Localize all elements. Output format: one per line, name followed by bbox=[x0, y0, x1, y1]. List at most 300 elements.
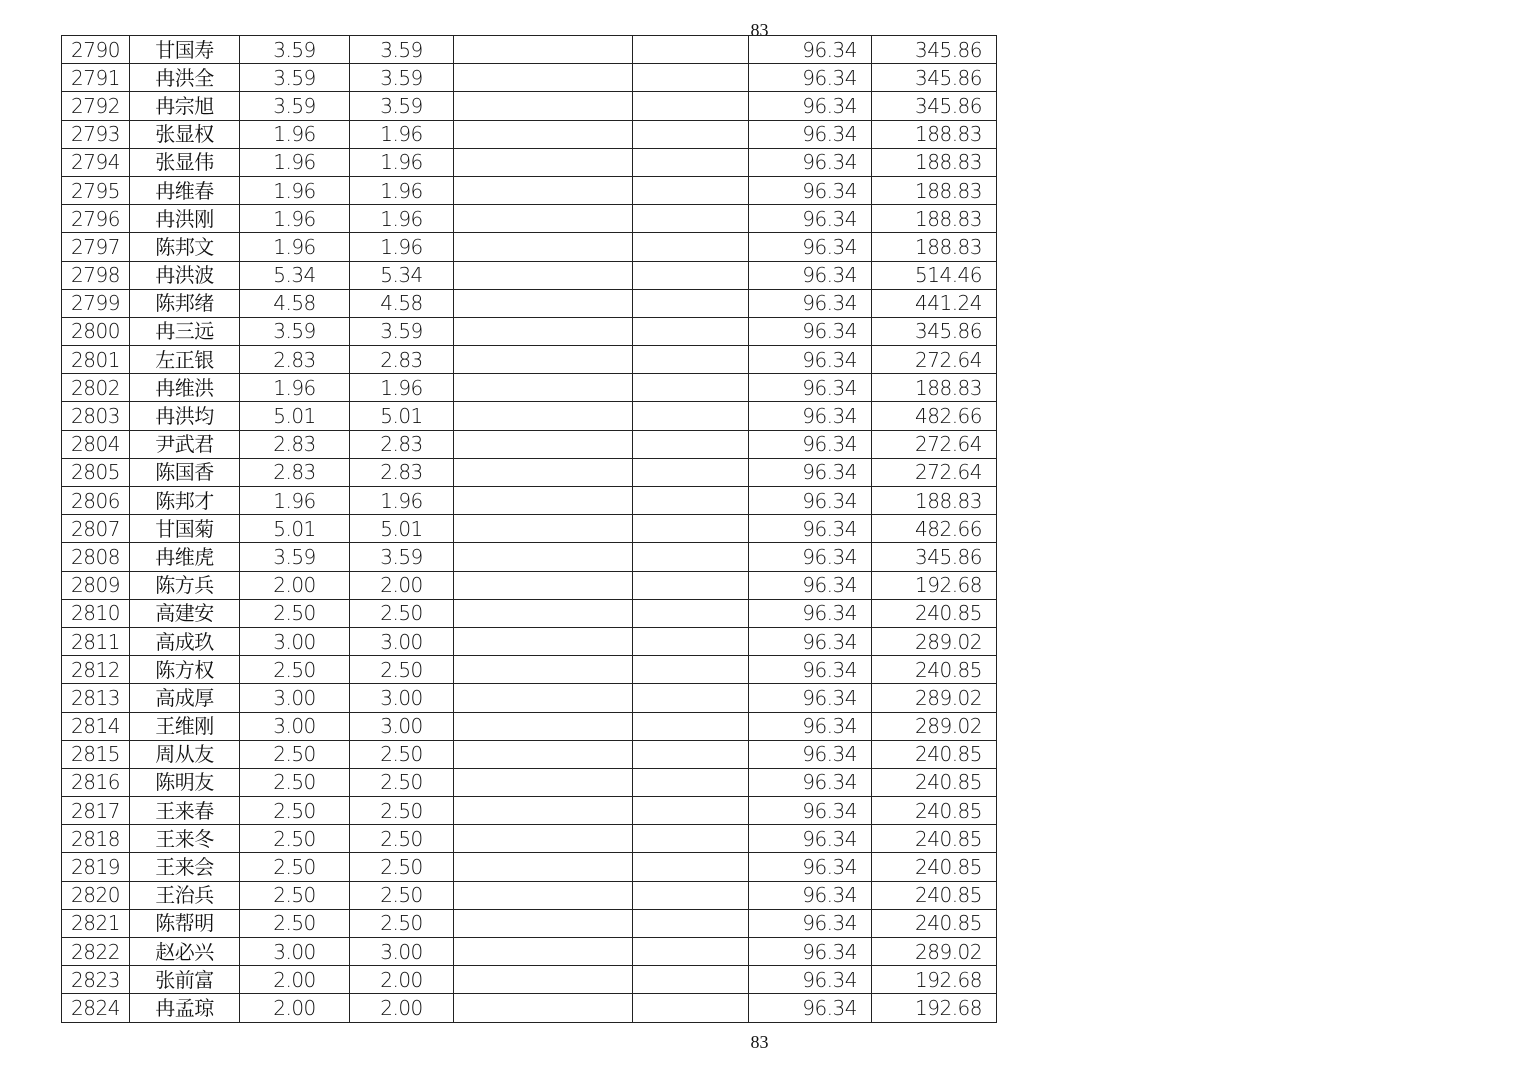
row-number-cell: 2805 bbox=[62, 458, 130, 486]
rate-cell: 96.34 bbox=[749, 768, 872, 796]
empty-cell-1 bbox=[454, 120, 633, 148]
amount-cell: 345.86 bbox=[872, 92, 997, 120]
area-confirmed-cell: 2.50 bbox=[350, 797, 454, 825]
area-confirmed-cell: 2.83 bbox=[350, 430, 454, 458]
row-number-cell: 2803 bbox=[62, 402, 130, 430]
name-cell: 冉宗旭 bbox=[130, 92, 240, 120]
name-cell: 高建安 bbox=[130, 599, 240, 627]
empty-cell-1 bbox=[454, 571, 633, 599]
row-number-cell: 2796 bbox=[62, 205, 130, 233]
area-confirmed-cell: 2.50 bbox=[350, 909, 454, 937]
empty-cell-1 bbox=[454, 881, 633, 909]
area-cell: 3.59 bbox=[240, 317, 350, 345]
empty-cell-2 bbox=[633, 205, 749, 233]
rate-cell: 96.34 bbox=[749, 64, 872, 92]
name-cell: 冉洪波 bbox=[130, 261, 240, 289]
name-cell: 高成厚 bbox=[130, 684, 240, 712]
area-confirmed-cell: 3.00 bbox=[350, 627, 454, 655]
area-cell: 5.01 bbox=[240, 515, 350, 543]
table-row bbox=[62, 881, 997, 909]
empty-cell-1 bbox=[454, 176, 633, 204]
table-row bbox=[62, 261, 997, 289]
rate-cell: 96.34 bbox=[749, 684, 872, 712]
name-cell: 陈邦文 bbox=[130, 233, 240, 261]
table-row bbox=[62, 909, 997, 937]
ledger-body bbox=[62, 36, 997, 1023]
rate-cell: 96.34 bbox=[749, 120, 872, 148]
empty-cell-1 bbox=[454, 92, 633, 120]
name-cell: 赵必兴 bbox=[130, 938, 240, 966]
area-confirmed-cell: 2.83 bbox=[350, 458, 454, 486]
empty-cell-2 bbox=[633, 402, 749, 430]
name-cell: 王治兵 bbox=[130, 881, 240, 909]
empty-cell-2 bbox=[633, 768, 749, 796]
empty-cell-1 bbox=[454, 458, 633, 486]
amount-cell: 240.85 bbox=[872, 909, 997, 937]
amount-cell: 272.64 bbox=[872, 458, 997, 486]
area-confirmed-cell: 2.50 bbox=[350, 740, 454, 768]
name-cell: 冉三远 bbox=[130, 317, 240, 345]
name-cell: 陈邦绪 bbox=[130, 289, 240, 317]
name-cell: 陈邦才 bbox=[130, 487, 240, 515]
rate-cell: 96.34 bbox=[749, 233, 872, 261]
area-confirmed-cell: 1.96 bbox=[350, 374, 454, 402]
area-cell: 1.96 bbox=[240, 176, 350, 204]
empty-cell-1 bbox=[454, 909, 633, 937]
area-confirmed-cell: 2.50 bbox=[350, 768, 454, 796]
rate-cell: 96.34 bbox=[749, 346, 872, 374]
table-row bbox=[62, 120, 997, 148]
rate-cell: 96.34 bbox=[749, 261, 872, 289]
empty-cell-1 bbox=[454, 205, 633, 233]
name-cell: 左正银 bbox=[130, 346, 240, 374]
area-cell: 2.00 bbox=[240, 966, 350, 994]
empty-cell-1 bbox=[454, 966, 633, 994]
table-row bbox=[62, 966, 997, 994]
amount-cell: 240.85 bbox=[872, 740, 997, 768]
rate-cell: 96.34 bbox=[749, 599, 872, 627]
table-row bbox=[62, 797, 997, 825]
table-row bbox=[62, 825, 997, 853]
row-number-cell: 2802 bbox=[62, 374, 130, 402]
table-row bbox=[62, 458, 997, 486]
area-cell: 1.96 bbox=[240, 374, 350, 402]
area-cell: 2.50 bbox=[240, 881, 350, 909]
name-cell: 陈明友 bbox=[130, 768, 240, 796]
amount-cell: 188.83 bbox=[872, 205, 997, 233]
empty-cell-1 bbox=[454, 515, 633, 543]
area-confirmed-cell: 3.59 bbox=[350, 92, 454, 120]
row-number-cell: 2821 bbox=[62, 909, 130, 937]
table-row bbox=[62, 599, 997, 627]
empty-cell-1 bbox=[454, 853, 633, 881]
amount-cell: 272.64 bbox=[872, 346, 997, 374]
rate-cell: 96.34 bbox=[749, 515, 872, 543]
empty-cell-2 bbox=[633, 825, 749, 853]
amount-cell: 345.86 bbox=[872, 64, 997, 92]
area-confirmed-cell: 2.50 bbox=[350, 881, 454, 909]
row-number-cell: 2793 bbox=[62, 120, 130, 148]
row-number-cell: 2820 bbox=[62, 881, 130, 909]
empty-cell-2 bbox=[633, 881, 749, 909]
area-confirmed-cell: 3.59 bbox=[350, 543, 454, 571]
area-confirmed-cell: 3.59 bbox=[350, 317, 454, 345]
amount-cell: 188.83 bbox=[872, 487, 997, 515]
rate-cell: 96.34 bbox=[749, 797, 872, 825]
row-number-cell: 2804 bbox=[62, 430, 130, 458]
empty-cell-2 bbox=[633, 289, 749, 317]
area-confirmed-cell: 1.96 bbox=[350, 148, 454, 176]
empty-cell-1 bbox=[454, 994, 633, 1022]
amount-cell: 240.85 bbox=[872, 853, 997, 881]
row-number-cell: 2810 bbox=[62, 599, 130, 627]
rate-cell: 96.34 bbox=[749, 627, 872, 655]
empty-cell-1 bbox=[454, 430, 633, 458]
area-confirmed-cell: 5.01 bbox=[350, 402, 454, 430]
area-confirmed-cell: 2.00 bbox=[350, 966, 454, 994]
area-cell: 3.00 bbox=[240, 712, 350, 740]
area-confirmed-cell: 3.59 bbox=[350, 64, 454, 92]
empty-cell-1 bbox=[454, 64, 633, 92]
area-cell: 2.50 bbox=[240, 853, 350, 881]
empty-cell-2 bbox=[633, 966, 749, 994]
area-confirmed-cell: 1.96 bbox=[350, 205, 454, 233]
rate-cell: 96.34 bbox=[749, 881, 872, 909]
ledger-table bbox=[61, 35, 997, 1023]
amount-cell: 240.85 bbox=[872, 797, 997, 825]
rate-cell: 96.34 bbox=[749, 938, 872, 966]
rate-cell: 96.34 bbox=[749, 712, 872, 740]
row-number-cell: 2808 bbox=[62, 543, 130, 571]
empty-cell-1 bbox=[454, 627, 633, 655]
empty-cell-2 bbox=[633, 120, 749, 148]
area-cell: 3.00 bbox=[240, 627, 350, 655]
table-row bbox=[62, 64, 997, 92]
table-row bbox=[62, 740, 997, 768]
empty-cell-2 bbox=[633, 627, 749, 655]
amount-cell: 345.86 bbox=[872, 543, 997, 571]
empty-cell-1 bbox=[454, 487, 633, 515]
amount-cell: 188.83 bbox=[872, 374, 997, 402]
empty-cell-1 bbox=[454, 317, 633, 345]
empty-cell-1 bbox=[454, 825, 633, 853]
empty-cell-2 bbox=[633, 346, 749, 374]
rate-cell: 96.34 bbox=[749, 994, 872, 1022]
table-row bbox=[62, 374, 997, 402]
table-row bbox=[62, 627, 997, 655]
area-cell: 5.01 bbox=[240, 402, 350, 430]
area-cell: 2.50 bbox=[240, 825, 350, 853]
row-number-cell: 2800 bbox=[62, 317, 130, 345]
table-row bbox=[62, 768, 997, 796]
amount-cell: 240.85 bbox=[872, 825, 997, 853]
table-row bbox=[62, 289, 997, 317]
name-cell: 周从友 bbox=[130, 740, 240, 768]
amount-cell: 188.83 bbox=[872, 176, 997, 204]
area-confirmed-cell: 2.50 bbox=[350, 853, 454, 881]
row-number-cell: 2811 bbox=[62, 627, 130, 655]
empty-cell-1 bbox=[454, 712, 633, 740]
row-number-cell: 2792 bbox=[62, 92, 130, 120]
empty-cell-1 bbox=[454, 768, 633, 796]
row-number-cell: 2790 bbox=[62, 36, 130, 64]
empty-cell-2 bbox=[633, 233, 749, 261]
name-cell: 甘国寿 bbox=[130, 36, 240, 64]
area-cell: 3.00 bbox=[240, 684, 350, 712]
name-cell: 冉维洪 bbox=[130, 374, 240, 402]
row-number-cell: 2809 bbox=[62, 571, 130, 599]
rate-cell: 96.34 bbox=[749, 740, 872, 768]
empty-cell-2 bbox=[633, 684, 749, 712]
rate-cell: 96.34 bbox=[749, 853, 872, 881]
area-cell: 1.96 bbox=[240, 205, 350, 233]
area-confirmed-cell: 1.96 bbox=[350, 120, 454, 148]
area-cell: 1.96 bbox=[240, 233, 350, 261]
name-cell: 王来会 bbox=[130, 853, 240, 881]
empty-cell-2 bbox=[633, 797, 749, 825]
table-row bbox=[62, 36, 997, 64]
row-number-cell: 2798 bbox=[62, 261, 130, 289]
name-cell: 冉洪全 bbox=[130, 64, 240, 92]
row-number-cell: 2824 bbox=[62, 994, 130, 1022]
amount-cell: 272.64 bbox=[872, 430, 997, 458]
amount-cell: 289.02 bbox=[872, 938, 997, 966]
empty-cell-2 bbox=[633, 994, 749, 1022]
row-number-cell: 2815 bbox=[62, 740, 130, 768]
table-row bbox=[62, 430, 997, 458]
area-cell: 3.59 bbox=[240, 92, 350, 120]
empty-cell-2 bbox=[633, 938, 749, 966]
amount-cell: 188.83 bbox=[872, 148, 997, 176]
empty-cell-1 bbox=[454, 36, 633, 64]
empty-cell-1 bbox=[454, 233, 633, 261]
area-cell: 1.96 bbox=[240, 120, 350, 148]
empty-cell-2 bbox=[633, 317, 749, 345]
amount-cell: 441.24 bbox=[872, 289, 997, 317]
name-cell: 张显权 bbox=[130, 120, 240, 148]
table-row bbox=[62, 656, 997, 684]
area-confirmed-cell: 3.00 bbox=[350, 938, 454, 966]
rate-cell: 96.34 bbox=[749, 176, 872, 204]
empty-cell-2 bbox=[633, 374, 749, 402]
empty-cell-2 bbox=[633, 909, 749, 937]
table-row bbox=[62, 346, 997, 374]
amount-cell: 192.68 bbox=[872, 994, 997, 1022]
rate-cell: 96.34 bbox=[749, 543, 872, 571]
amount-cell: 240.85 bbox=[872, 768, 997, 796]
area-confirmed-cell: 1.96 bbox=[350, 176, 454, 204]
name-cell: 高成玖 bbox=[130, 627, 240, 655]
table-row bbox=[62, 853, 997, 881]
row-number-cell: 2812 bbox=[62, 656, 130, 684]
table-row bbox=[62, 712, 997, 740]
area-cell: 4.58 bbox=[240, 289, 350, 317]
table-row bbox=[62, 994, 997, 1022]
empty-cell-1 bbox=[454, 289, 633, 317]
amount-cell: 289.02 bbox=[872, 684, 997, 712]
row-number-cell: 2819 bbox=[62, 853, 130, 881]
amount-cell: 289.02 bbox=[872, 627, 997, 655]
table-row bbox=[62, 176, 997, 204]
rate-cell: 96.34 bbox=[749, 374, 872, 402]
row-number-cell: 2813 bbox=[62, 684, 130, 712]
empty-cell-1 bbox=[454, 402, 633, 430]
row-number-cell: 2794 bbox=[62, 148, 130, 176]
row-number-cell: 2823 bbox=[62, 966, 130, 994]
row-number-cell: 2801 bbox=[62, 346, 130, 374]
area-cell: 3.59 bbox=[240, 64, 350, 92]
name-cell: 冉维春 bbox=[130, 176, 240, 204]
rate-cell: 96.34 bbox=[749, 289, 872, 317]
area-cell: 1.96 bbox=[240, 487, 350, 515]
empty-cell-2 bbox=[633, 458, 749, 486]
table-row bbox=[62, 543, 997, 571]
amount-cell: 192.68 bbox=[872, 571, 997, 599]
area-confirmed-cell: 5.34 bbox=[350, 261, 454, 289]
empty-cell-2 bbox=[633, 64, 749, 92]
name-cell: 王来春 bbox=[130, 797, 240, 825]
empty-cell-2 bbox=[633, 853, 749, 881]
amount-cell: 482.66 bbox=[872, 402, 997, 430]
row-number-cell: 2795 bbox=[62, 176, 130, 204]
area-confirmed-cell: 3.00 bbox=[350, 712, 454, 740]
empty-cell-1 bbox=[454, 740, 633, 768]
table-row bbox=[62, 205, 997, 233]
empty-cell-1 bbox=[454, 656, 633, 684]
table-row bbox=[62, 233, 997, 261]
empty-cell-2 bbox=[633, 487, 749, 515]
row-number-cell: 2816 bbox=[62, 768, 130, 796]
rate-cell: 96.34 bbox=[749, 825, 872, 853]
amount-cell: 188.83 bbox=[872, 120, 997, 148]
name-cell: 陈国香 bbox=[130, 458, 240, 486]
area-cell: 3.59 bbox=[240, 543, 350, 571]
row-number-cell: 2818 bbox=[62, 825, 130, 853]
table-row bbox=[62, 92, 997, 120]
area-confirmed-cell: 2.50 bbox=[350, 825, 454, 853]
rate-cell: 96.34 bbox=[749, 909, 872, 937]
area-confirmed-cell: 2.00 bbox=[350, 994, 454, 1022]
empty-cell-1 bbox=[454, 938, 633, 966]
area-cell: 2.50 bbox=[240, 599, 350, 627]
page-number-bottom: 83 bbox=[750, 1032, 769, 1052]
row-number-cell: 2806 bbox=[62, 487, 130, 515]
empty-cell-2 bbox=[633, 92, 749, 120]
table-row bbox=[62, 571, 997, 599]
rate-cell: 96.34 bbox=[749, 656, 872, 684]
empty-cell-2 bbox=[633, 176, 749, 204]
area-confirmed-cell: 3.59 bbox=[350, 36, 454, 64]
rate-cell: 96.34 bbox=[749, 571, 872, 599]
empty-cell-1 bbox=[454, 261, 633, 289]
table-row bbox=[62, 684, 997, 712]
row-number-cell: 2822 bbox=[62, 938, 130, 966]
area-confirmed-cell: 4.58 bbox=[350, 289, 454, 317]
area-cell: 1.96 bbox=[240, 148, 350, 176]
amount-cell: 289.02 bbox=[872, 712, 997, 740]
area-confirmed-cell: 2.83 bbox=[350, 346, 454, 374]
name-cell: 陈帮明 bbox=[130, 909, 240, 937]
area-cell: 2.83 bbox=[240, 430, 350, 458]
area-confirmed-cell: 1.96 bbox=[350, 233, 454, 261]
row-number-cell: 2814 bbox=[62, 712, 130, 740]
amount-cell: 514.46 bbox=[872, 261, 997, 289]
name-cell: 张前富 bbox=[130, 966, 240, 994]
empty-cell-1 bbox=[454, 684, 633, 712]
empty-cell-1 bbox=[454, 374, 633, 402]
rate-cell: 96.34 bbox=[749, 966, 872, 994]
rate-cell: 96.34 bbox=[749, 92, 872, 120]
name-cell: 冉维虎 bbox=[130, 543, 240, 571]
empty-cell-2 bbox=[633, 599, 749, 627]
empty-cell-2 bbox=[633, 656, 749, 684]
name-cell: 王来冬 bbox=[130, 825, 240, 853]
area-cell: 2.50 bbox=[240, 740, 350, 768]
amount-cell: 240.85 bbox=[872, 881, 997, 909]
area-cell: 2.50 bbox=[240, 797, 350, 825]
empty-cell-2 bbox=[633, 712, 749, 740]
area-confirmed-cell: 5.01 bbox=[350, 515, 454, 543]
empty-cell-2 bbox=[633, 148, 749, 176]
name-cell: 尹武君 bbox=[130, 430, 240, 458]
row-number-cell: 2791 bbox=[62, 64, 130, 92]
table-row bbox=[62, 402, 997, 430]
name-cell: 冉孟琼 bbox=[130, 994, 240, 1022]
row-number-cell: 2799 bbox=[62, 289, 130, 317]
name-cell: 冉洪刚 bbox=[130, 205, 240, 233]
empty-cell-2 bbox=[633, 36, 749, 64]
amount-cell: 345.86 bbox=[872, 36, 997, 64]
area-confirmed-cell: 2.50 bbox=[350, 599, 454, 627]
area-confirmed-cell: 1.96 bbox=[350, 487, 454, 515]
rate-cell: 96.34 bbox=[749, 487, 872, 515]
rate-cell: 96.34 bbox=[749, 205, 872, 233]
empty-cell-1 bbox=[454, 797, 633, 825]
area-confirmed-cell: 2.00 bbox=[350, 571, 454, 599]
amount-cell: 192.68 bbox=[872, 966, 997, 994]
name-cell: 王维刚 bbox=[130, 712, 240, 740]
rate-cell: 96.34 bbox=[749, 430, 872, 458]
table-row bbox=[62, 317, 997, 345]
area-cell: 5.34 bbox=[240, 261, 350, 289]
area-cell: 3.00 bbox=[240, 938, 350, 966]
area-cell: 2.50 bbox=[240, 768, 350, 796]
area-cell: 2.83 bbox=[240, 458, 350, 486]
rate-cell: 96.34 bbox=[749, 458, 872, 486]
empty-cell-2 bbox=[633, 740, 749, 768]
rate-cell: 96.34 bbox=[749, 36, 872, 64]
empty-cell-1 bbox=[454, 346, 633, 374]
name-cell: 张显伟 bbox=[130, 148, 240, 176]
area-cell: 2.50 bbox=[240, 656, 350, 684]
row-number-cell: 2807 bbox=[62, 515, 130, 543]
amount-cell: 482.66 bbox=[872, 515, 997, 543]
name-cell: 陈方权 bbox=[130, 656, 240, 684]
table-row bbox=[62, 148, 997, 176]
area-confirmed-cell: 3.00 bbox=[350, 684, 454, 712]
empty-cell-1 bbox=[454, 148, 633, 176]
empty-cell-2 bbox=[633, 261, 749, 289]
table-row bbox=[62, 515, 997, 543]
name-cell: 甘国菊 bbox=[130, 515, 240, 543]
name-cell: 冉洪均 bbox=[130, 402, 240, 430]
amount-cell: 240.85 bbox=[872, 656, 997, 684]
rate-cell: 96.34 bbox=[749, 317, 872, 345]
page-number-top: 83 bbox=[750, 20, 769, 40]
empty-cell-2 bbox=[633, 571, 749, 599]
empty-cell-1 bbox=[454, 599, 633, 627]
area-cell: 3.59 bbox=[240, 36, 350, 64]
